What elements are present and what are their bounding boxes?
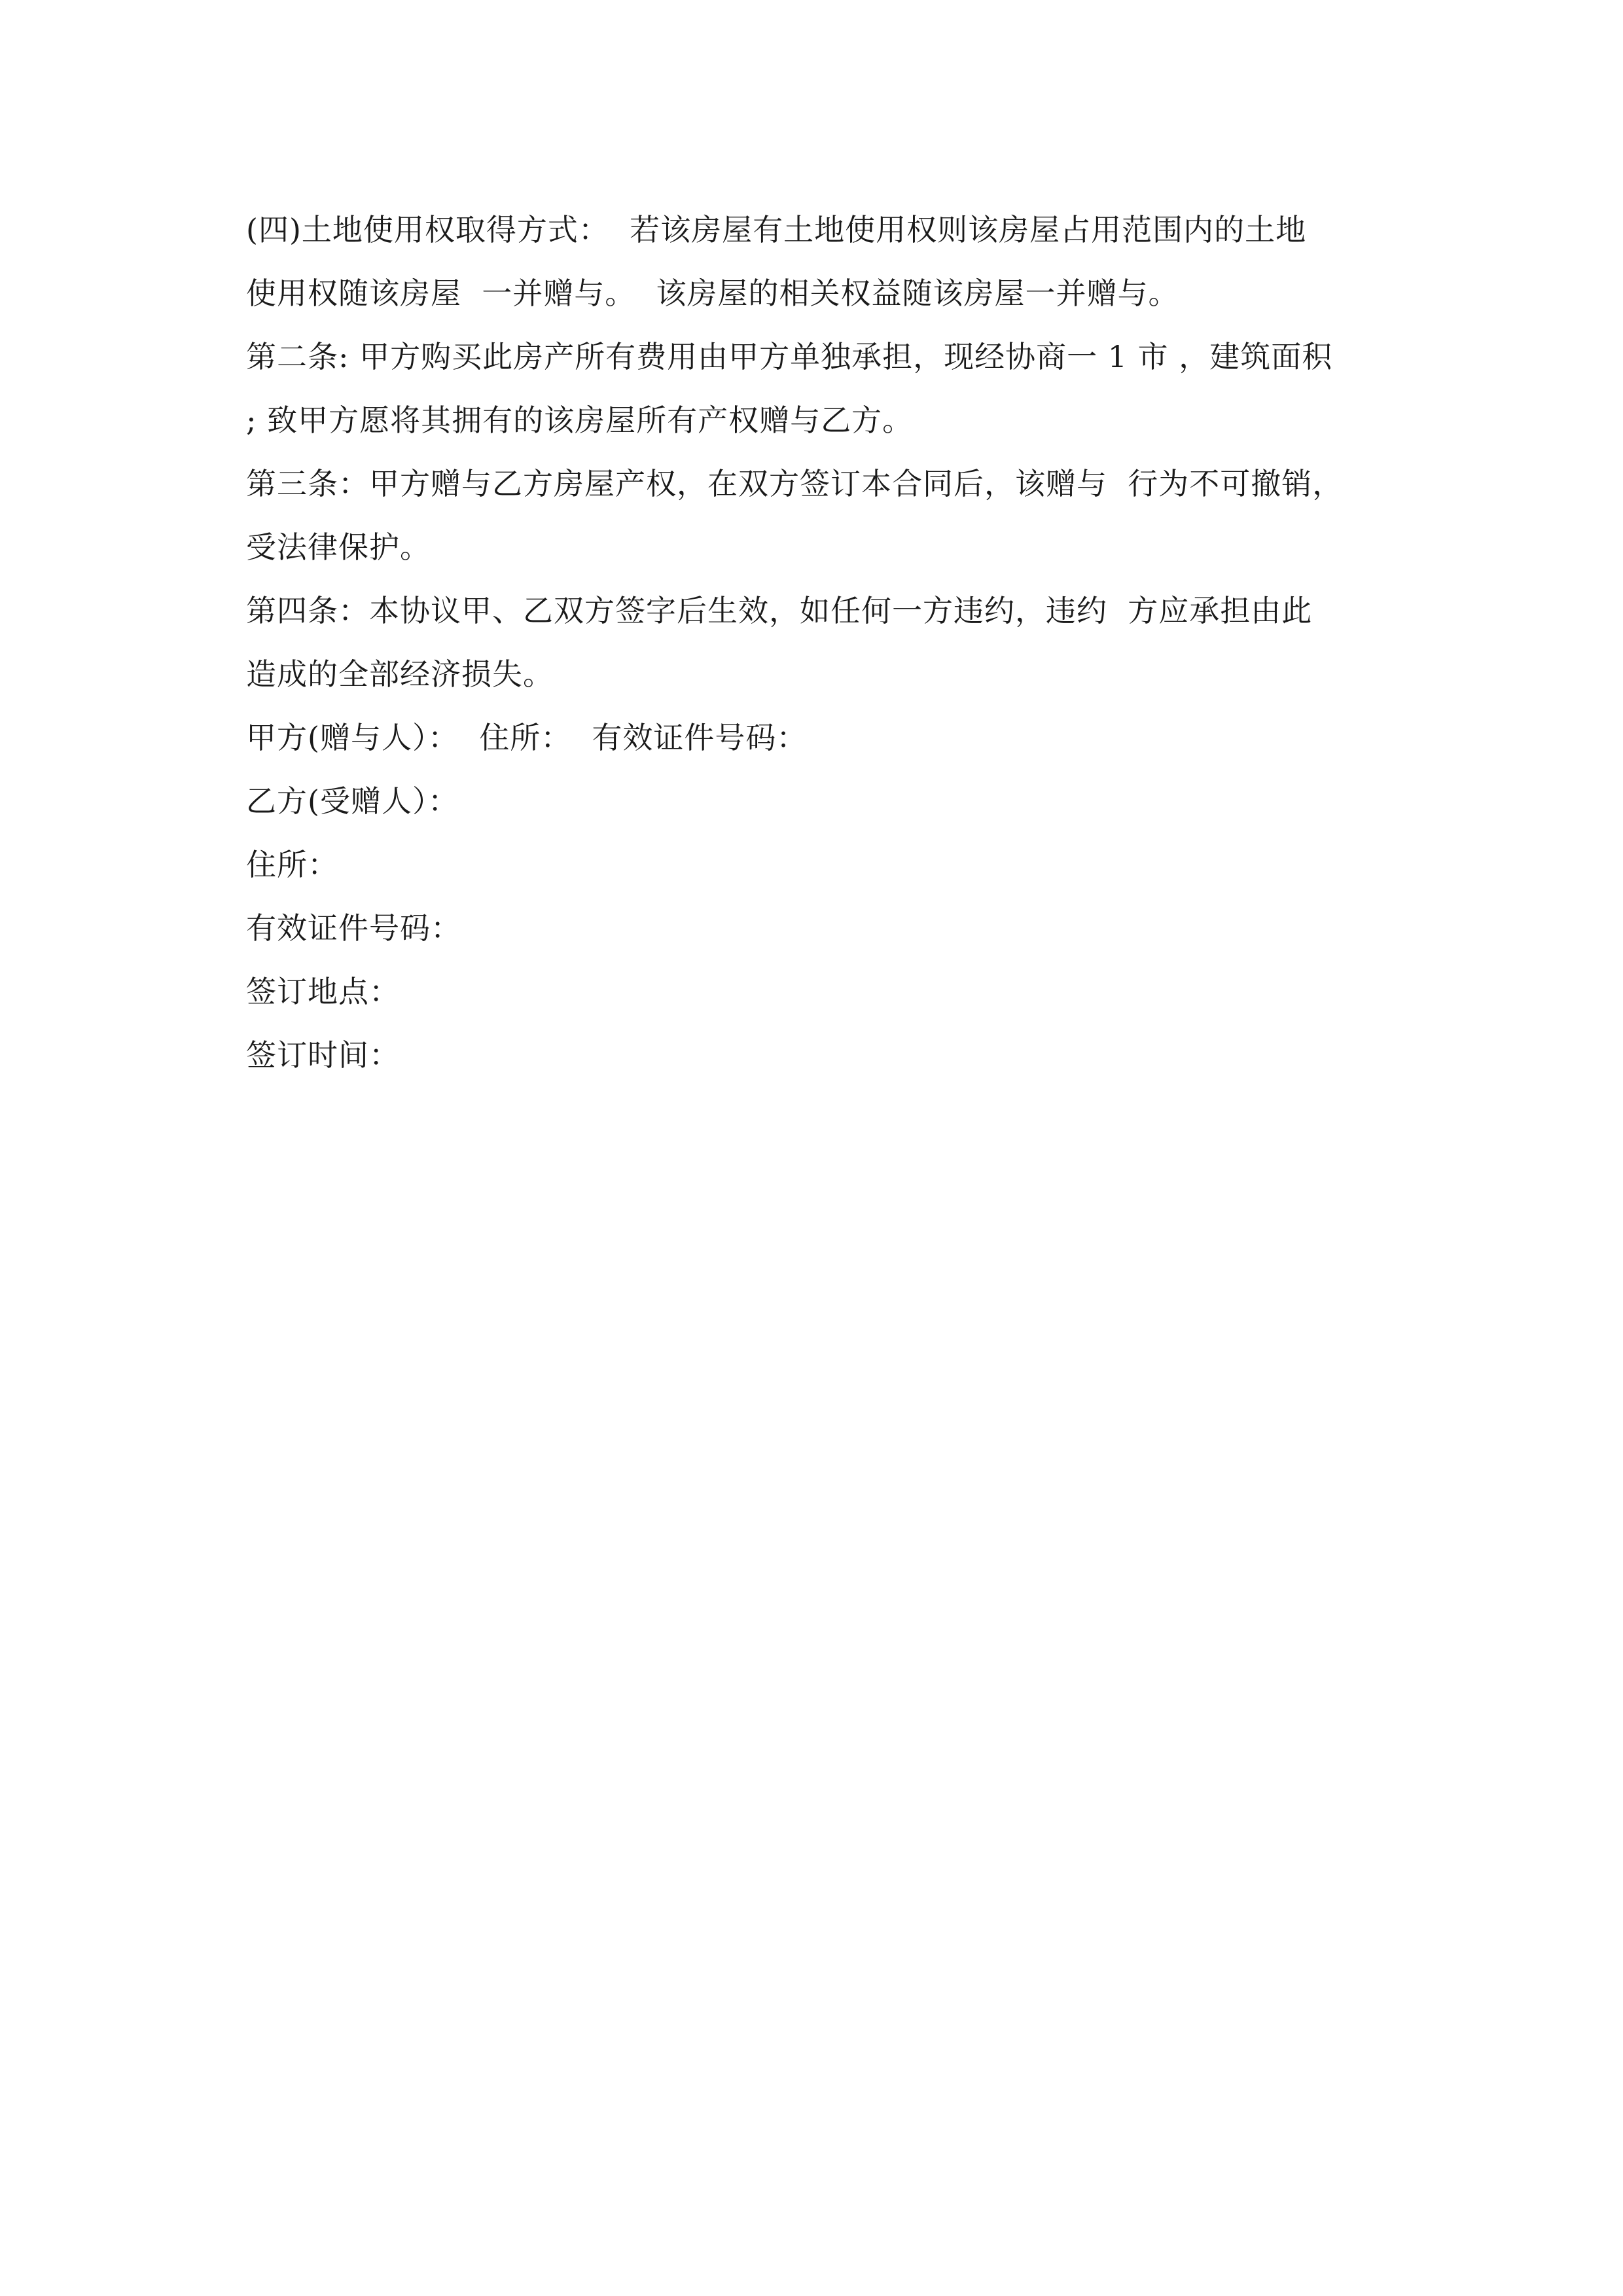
party-b-address-label: 住所： [246, 847, 338, 882]
clause-4-land-use-line-2: 使用权随该房屋 一并赠与。 该房屋的相关权益随该房屋一并赠与。 [246, 276, 1179, 311]
article-4-line-2: 造成的全部经济损失。 [246, 656, 554, 692]
article-3-line-1: 第三条：甲方赠与乙方房屋产权，在双方签订本合同后，该赠与 行为不可撤销， [246, 466, 1344, 501]
clause-4-land-use-line-1: (四)土地使用权取得方式： 若该房屋有土地使用权则该房屋占用范围内的土地 [246, 212, 1307, 247]
signing-time-label: 签订时间： [246, 1037, 400, 1073]
party-a-info: 甲方(赠与人）： 住所： 有效证件号码： [246, 720, 808, 755]
article-3-line-2: 受法律保护。 [246, 529, 431, 565]
document-body [246, 208, 1398, 1097]
article-2-line-1: 第二条: 甲方购买此房产所有费用由甲方单独承担，现经协商一 1 市 ，建筑面积 [246, 339, 1333, 374]
party-b-label: 乙方(受赠人）： [246, 783, 459, 819]
party-b-id-label: 有效证件号码： [246, 910, 461, 946]
article-4-line-1: 第四条：本协议甲、乙双方签字后生效，如任何一方违约，违约 方应承担由此 [246, 593, 1313, 628]
article-2-line-2: ; 致甲方愿将其拥有的该房屋所有产权赠与乙方。 [246, 403, 914, 438]
signing-place-label: 签订地点： [246, 974, 400, 1009]
